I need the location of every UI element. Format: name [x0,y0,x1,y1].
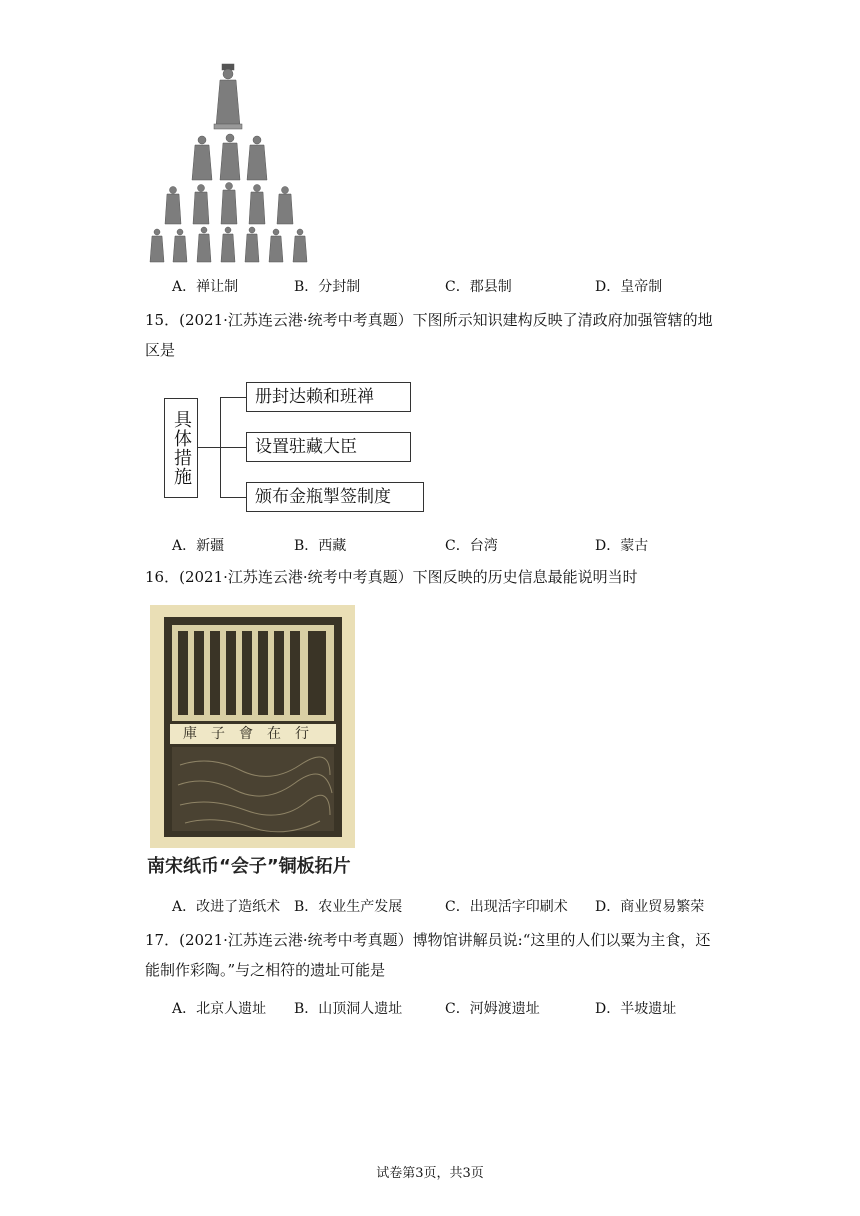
q15-option-a[interactable]: A．新疆 [172,538,225,554]
huizi-image-caption: 南宋纸币“会子”铜板拓片 [147,856,351,877]
q17-option-a[interactable]: A．北京人遗址 [172,1001,267,1017]
huizi-band-text: 行在會子庫 [183,726,323,742]
huizi-rubbing-image [150,605,355,848]
official-row-3 [165,183,293,225]
commoner-row-4 [150,227,307,262]
q17-stem: 17．(2021·江苏连云港·统考中考真题）博物馆讲解员说:“这里的人们以粟为主食，还能制作彩陶。”与之相符的遗址可能是 [145,931,711,979]
emperor-figure [214,64,242,129]
q15-option-d[interactable]: D．蒙古 [595,538,649,554]
measure-box-2: 设置驻藏大臣 [246,432,411,462]
connector-branch-1 [220,397,246,398]
measure-box-1: 册封达赖和班禅 [246,382,411,412]
measures-label-box: 具体措施 [164,398,198,498]
q16-stem: 16．(2021·江苏连云港·统考中考真题）下图反映的历史信息最能说明当时 [145,568,638,586]
connector-stem [198,447,220,448]
q17-option-c[interactable]: C．河姆渡遗址 [445,1001,540,1017]
q17-option-b[interactable]: B．山顶洞人遗址 [294,1001,403,1017]
q14-option-a[interactable]: A．禅让制 [172,279,239,295]
q14-option-c[interactable]: C．郡县制 [445,279,512,295]
q15-option-c[interactable]: C．台湾 [445,538,498,554]
measure-box-3: 颁布金瓶掣签制度 [246,482,424,512]
page-footer: 试卷第3页，共3页 [376,1166,484,1181]
q16-option-b[interactable]: B．农业生产发展 [294,899,403,915]
noble-row-2 [192,134,267,180]
q16-option-a[interactable]: A．改进了造纸术 [172,899,281,915]
connector-branch-2 [220,447,246,448]
q16-option-d[interactable]: D．商业贸易繁荣 [595,899,705,915]
q16-option-c[interactable]: C．出现活字印刷术 [445,899,568,915]
q15-stem: 15．(2021·江苏连云港·统考中考真题）下图所示知识建构反映了清政府加强管辖的地区是 [145,311,713,359]
q14-option-d[interactable]: D．皇帝制 [595,279,663,295]
connector-branch-3 [220,497,246,498]
q14-option-b[interactable]: B．分封制 [294,279,361,295]
q15-option-b[interactable]: B．西藏 [294,538,347,554]
feudal-hierarchy-figure [140,60,320,270]
q17-option-d[interactable]: D．半坡遗址 [595,1001,677,1017]
